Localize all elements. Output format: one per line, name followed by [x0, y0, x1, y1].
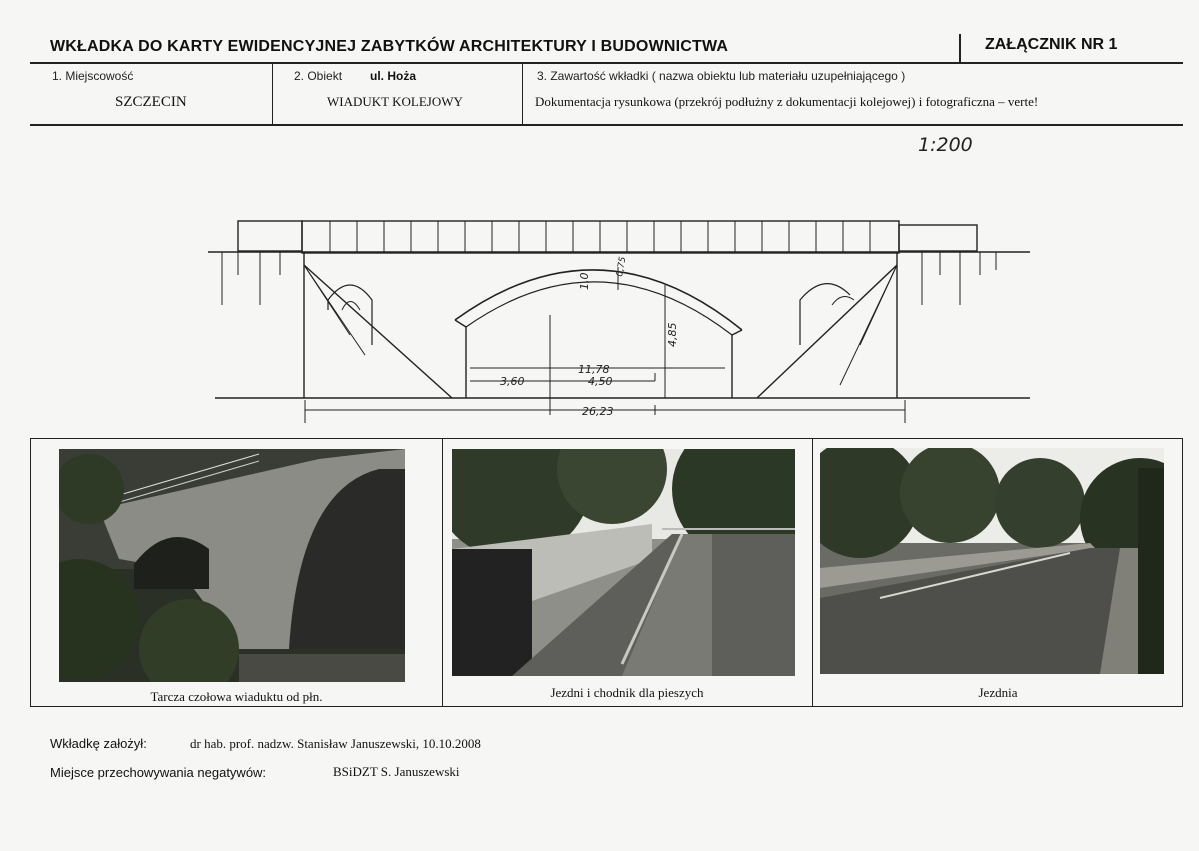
header-divider [959, 34, 961, 62]
locality-value: SZCZECIN [115, 94, 187, 110]
field-divider-1 [272, 63, 273, 125]
founder-label: Wkładkę założył: [50, 736, 147, 751]
photo-2-caption: Jezdni i chodnik dla pieszych [550, 685, 704, 700]
photo-1-caption: Tarcza czołowa wiaduktu od płn. [150, 689, 323, 704]
dim-total: 26,23 [582, 405, 614, 418]
photo-roadway [820, 448, 1164, 674]
dim-height: 4,85 [666, 322, 679, 347]
founder-value: dr hab. prof. nadzw. Stanisław Januszewski, 10.10.2008 [190, 736, 481, 751]
locality-label: 1. Miejscowość [52, 69, 134, 83]
storage-value: BSiDZT S. Januszewski [333, 764, 460, 779]
photo-3-caption: Jezdnia [978, 685, 1018, 700]
fields-rule [30, 124, 1183, 126]
photo-divider-1 [442, 439, 443, 706]
photo-viaduct-face [59, 449, 405, 682]
photo-road-sidewalk [452, 449, 795, 676]
content-value: Dokumentacja rysunkowa (przekrój podłużny z dokumentacji kolejowej) i fotograficzna – verte! [535, 94, 1039, 109]
document-title: WKŁADKA DO KARTY EWIDENCYJNEJ ZABYTKÓW ARCHITEKTURY I BUDOWNICTWA [50, 38, 729, 55]
object-label: 2. Obiekt [294, 69, 343, 83]
field-divider-2 [522, 63, 523, 125]
object-street: ul. Hoża [370, 69, 417, 83]
photo-divider-2 [812, 439, 813, 706]
dim-top-a: 1,0 [578, 272, 591, 290]
annex-number: ZAŁĄCZNIK NR 1 [985, 36, 1118, 53]
header-rule [30, 62, 1183, 64]
left-end-block [238, 221, 302, 251]
scale-label: 1:200 [918, 134, 973, 156]
dim-left: 3,60 [500, 375, 525, 388]
object-value: WIADUKT KOLEJOWY [327, 94, 463, 109]
dim-inner: 4,50 [588, 375, 613, 388]
dim-top-b: 0,75 [615, 256, 629, 278]
dim-span: 11,78 [578, 363, 610, 376]
content-label: 3. Zawartość wkładki ( nazwa obiektu lub materiału uzupełniającego ) [537, 69, 906, 83]
viaduct-section-drawing [200, 205, 1040, 430]
storage-label: Miejsce przechowywania negatywów: [50, 765, 267, 780]
photo-frame [30, 438, 1183, 707]
right-end-block [899, 225, 977, 251]
